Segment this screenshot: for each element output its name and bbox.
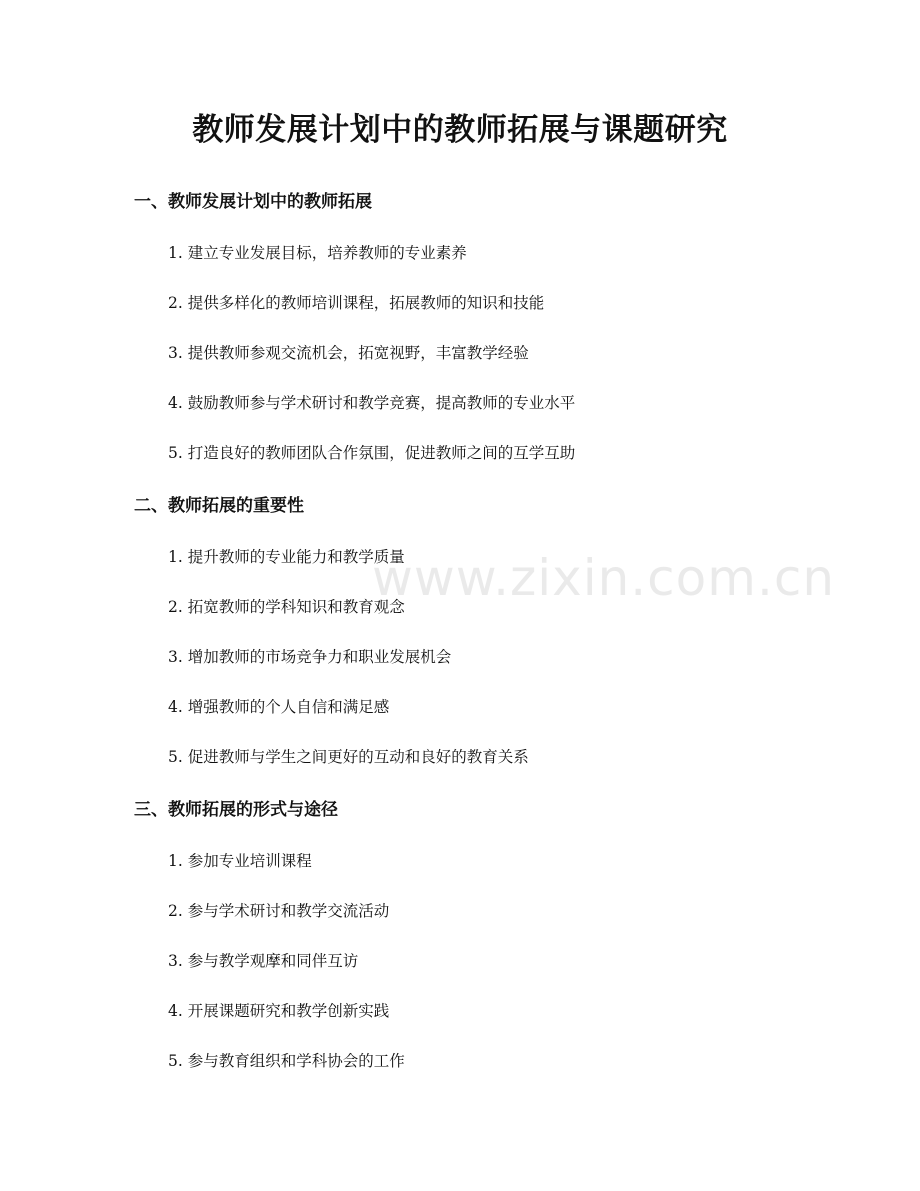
list-item: 1. 提升教师的专业能力和教学质量 <box>168 548 405 566</box>
list-item: 3. 参与教学观摩和同伴互访 <box>168 952 359 970</box>
list-item: 4. 鼓励教师参与学术研讨和教学竞赛，提高教师的专业水平 <box>168 394 576 412</box>
section-heading: 一、教师发展计划中的教师拓展 <box>134 192 372 212</box>
list-item: 2. 提供多样化的教师培训课程，拓展教师的知识和技能 <box>168 294 545 312</box>
list-item: 1. 参加专业培训课程 <box>168 852 312 870</box>
list-item: 5. 打造良好的教师团队合作氛围，促进教师之间的互学互助 <box>168 444 576 462</box>
section-heading: 三、教师拓展的形式与途径 <box>134 800 338 820</box>
list-item: 3. 提供教师参观交流机会，拓宽视野，丰富教学经验 <box>168 344 529 362</box>
watermark: www.zixin.com.cn <box>372 549 836 607</box>
list-item: 5. 参与教育组织和学科协会的工作 <box>168 1052 405 1070</box>
list-item: 2. 拓宽教师的学科知识和教育观念 <box>168 598 405 616</box>
document-title: 教师发展计划中的教师拓展与课题研究 <box>192 112 728 148</box>
list-item: 1. 建立专业发展目标，培养教师的专业素养 <box>168 244 467 262</box>
list-item: 4. 开展课题研究和教学创新实践 <box>168 1002 390 1020</box>
list-item: 4. 增强教师的个人自信和满足感 <box>168 698 390 716</box>
section-heading: 二、教师拓展的重要性 <box>134 496 304 516</box>
list-item: 2. 参与学术研讨和教学交流活动 <box>168 902 390 920</box>
list-item: 3. 增加教师的市场竞争力和职业发展机会 <box>168 648 452 666</box>
list-item: 5. 促进教师与学生之间更好的互动和良好的教育关系 <box>168 748 529 766</box>
